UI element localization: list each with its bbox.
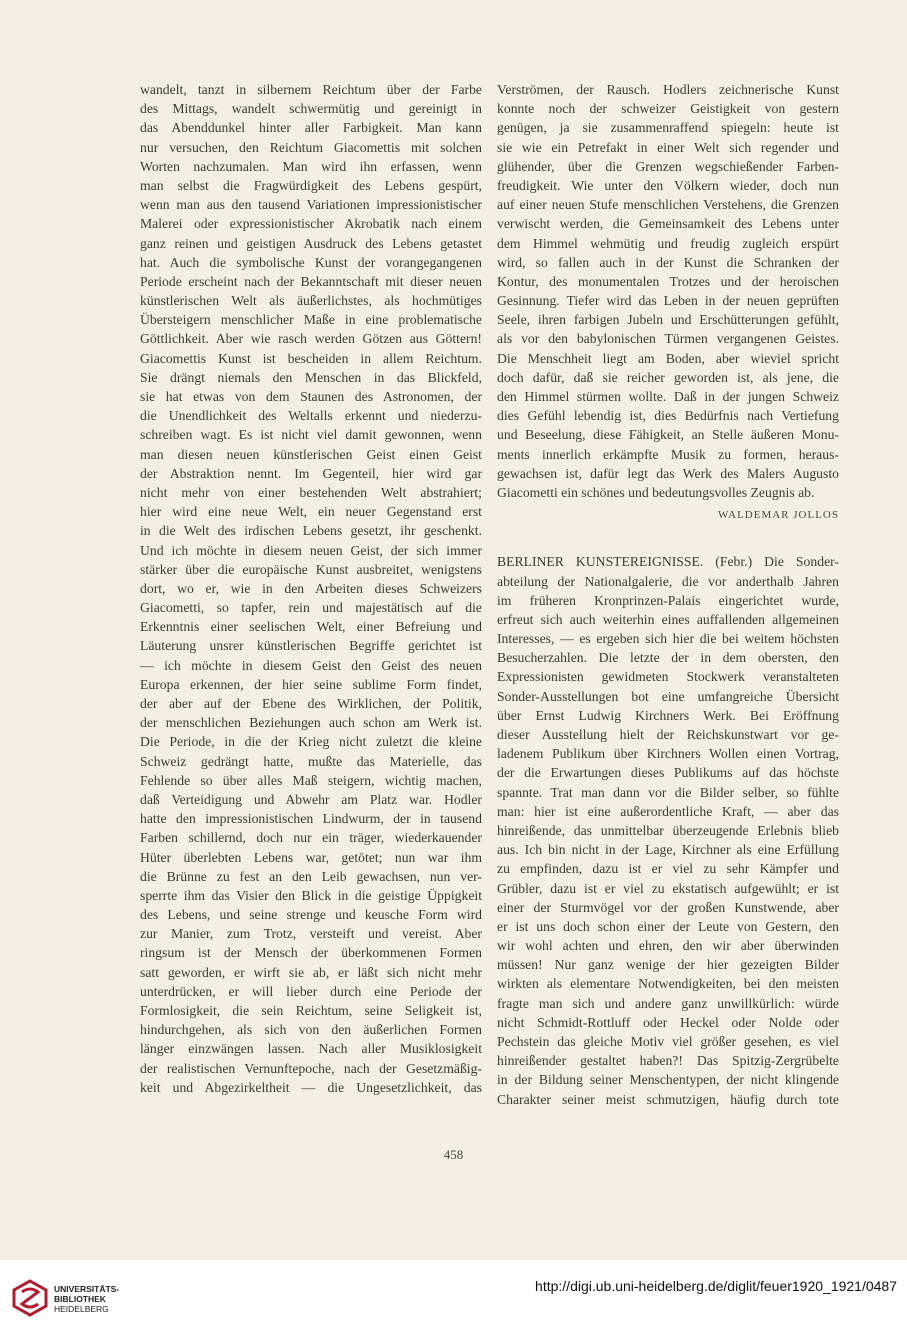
- text-line: das Abenddunkel hinter aller Farbigkeit. Man kann: [140, 120, 482, 136]
- text-line: des Mittags, wandelt schwermütig und gereinigt in: [140, 101, 482, 117]
- text-line: Übersteigern menschlicher Maße in eine problematische: [140, 312, 482, 328]
- text-line: Und ich möchte in diesem neuen Geist, der sich immer: [140, 542, 482, 558]
- text-line: wirkten als elementare Notwendigkeiten, bei den meisten: [497, 976, 839, 992]
- right-column-new-section: [497, 552, 839, 1108]
- text-line: Erkenntnis einer seelischen Welt, einer Befreiung und: [140, 619, 482, 635]
- right-column-article-end: [497, 80, 839, 502]
- text-line: glühender, über die Grenzen wegschießender Farben-: [497, 158, 839, 174]
- text-line: ments innerlich erkämpfte Musik zu formen, heraus-: [497, 446, 839, 462]
- heidelberg-library-logo-icon: [10, 1278, 50, 1318]
- text-line: konnte noch der schweizer Geistigkeit von gestern: [497, 101, 839, 117]
- text-line: man diesen neuen künstlerischen Geist einen Geist: [140, 446, 482, 462]
- text-line: in die Welt des irdischen Lebens gesetzt, ihr geschenkt.: [140, 523, 482, 539]
- text-line: keit und Abgezirkeltheit — die Ungesetzlichkeit, das: [140, 1079, 482, 1095]
- text-line: der Abstraktion nennt. Im Gegenteil, hier wird gar: [140, 465, 482, 481]
- right-column: [497, 80, 839, 1109]
- text-line: stärker über die europäische Kunst ausbreitet, wenigstens: [140, 561, 482, 577]
- text-line: doch dafür, daß sie reicher geworden ist, als jene, die: [497, 369, 839, 385]
- text-line: schreiben wagt. Es ist nicht viel damit gewonnen, wenn: [140, 427, 482, 443]
- left-column: [140, 80, 482, 1097]
- text-line: gewachsen ist, dafür legt das Werk des Malers Augusto: [497, 465, 839, 481]
- text-line: Giacomettis Kunst ist bescheiden in allem Reichtum.: [140, 350, 482, 366]
- text-line: Worten nachzumalen. Man wird ihn erfassen, wenn: [140, 158, 482, 174]
- text-line: Europa erkennen, der hier seine sublime Form findet,: [140, 676, 482, 692]
- library-name-line3: HEIDELBERG: [54, 1304, 109, 1314]
- text-line: Giacometti ein schönes und bedeutungsvolles Zeugnis ab.: [497, 484, 815, 500]
- text-line: wird, so fallen auch in der Kunst die Schranken der: [497, 254, 839, 270]
- text-line: Hüter überlebten Lebens war, getötet; nun war ihm: [140, 849, 482, 865]
- text-line: und Beseelung, diese Fähigkeit, an Stelle äußeren Monu-: [497, 427, 839, 443]
- text-line: der realistischen Vernunftepoche, nach der Gesetzmäßig-: [140, 1060, 482, 1076]
- text-line: Göttlichkeit. Aber wie rasch werden Götzen aus Göttern!: [140, 331, 482, 347]
- text-line: zur Manier, zum Trotz, versteift und vereist. Aber: [140, 926, 482, 942]
- text-line: künstlerischen Welt als äußerlichstes, als hochmütiges: [140, 293, 482, 309]
- text-line: über Ernst Ludwig Kirchners Werk. Bei Eröffnung: [497, 707, 839, 723]
- section-gap: [497, 525, 839, 552]
- text-line: Formlosigkeit, die sein Reichtum, seine Seligkeit ist,: [140, 1003, 482, 1018]
- text-line: hatte den impressionistischen Lindwurm, der in tausend: [140, 811, 482, 827]
- text-line: des Lebens, und seine strenge und keusche Form wird: [140, 907, 482, 923]
- text-line: verwischt werden, die Gemeinsamkeit des Lebens unter: [497, 216, 839, 232]
- text-line: in der Bildung seiner Menschentypen, der nicht klingende: [497, 1072, 839, 1088]
- text-line: im früheren Kronprinzen-Palais eingerichtet wurde,: [497, 592, 839, 608]
- text-line: müssen! Nur ganz wenige der hier gezeigten Bilder: [497, 957, 839, 973]
- text-line: zu empfinden, dazu ist er viel zu sehr Kämpfer und: [497, 861, 839, 877]
- text-line: BERLINER KUNSTEREIGNISSE. (Febr.) Die Sonder-: [497, 554, 839, 570]
- text-line: Giacometti, so tapfer, rein und majestätisch auf die: [140, 600, 482, 616]
- text-line: man selbst die Fragwürdigkeit des Lebens gespürt,: [140, 177, 482, 193]
- text-line: aus. Ich bin nicht in der Lage, Kirchner als eine Erfüllung: [497, 842, 839, 858]
- library-footer: [0, 1260, 907, 1337]
- text-line: nur versuchen, den Reichtum Giacomettis mit solchen: [140, 139, 482, 155]
- text-line: sie hat etwas von dem Staunen des Astronomen, der: [140, 389, 482, 404]
- text-line: Seele, ihren farbigen Jubeln und Erschütterungen gefühlt,: [497, 312, 839, 328]
- text-line: als vor den babylonischen Türmen vergangenen Geistes.: [497, 331, 839, 347]
- text-line: Malerei oder expressionistischer Akrobatik nach einem: [140, 216, 482, 232]
- text-line: dies Gefühl lebendig ist, dies Bedürfnis nach Vertiefung: [497, 408, 839, 424]
- text-line: satt geworden, er wirft sie ab, er läßt sich nicht mehr: [140, 964, 482, 980]
- text-line: hindurchgehen, als sich von den äußerlichen Formen: [140, 1022, 482, 1038]
- text-line: ringsum ist der Mensch der überkommenen Formen: [140, 945, 482, 961]
- text-line: hinreißende, das unmittelbar überzeugende Erlebnis blieb: [497, 822, 839, 838]
- text-line: daß Verteidigung und Abwehr am Platz war. Hodler: [140, 791, 482, 807]
- text-line: auf einer neuen Stufe menschlichen Verstehens, die Grenzen: [497, 197, 839, 213]
- text-line: dieser Ausstellung hielt der Reichskunstwart vor ge-: [497, 727, 839, 742]
- text-line: wenn man aus den tausend Variationen impressionistischer: [140, 197, 482, 213]
- text-line: hat. Auch die symbolische Kunst der vorangegangenen: [140, 254, 482, 270]
- text-line: dort, wo er, wie in den Arbeiten dieses Schweizers: [140, 580, 482, 596]
- text-line: Verströmen, der Rausch. Hodlers zeichnerische Kunst: [497, 82, 839, 97]
- library-name: [54, 1284, 119, 1314]
- text-line: der menschlichen Beziehungen auch schon am Werk ist.: [140, 715, 482, 731]
- text-line: Fehlende so über alles Maß steigern, wichtig machen,: [140, 772, 482, 788]
- text-line: Gesinnung. Tiefer wird das Leben in der neuen geprüften: [497, 293, 839, 309]
- text-line: die Unendlichkeit des Weltalls erkennt und niederzu-: [140, 408, 482, 424]
- text-line: Pechstein das gleiche Motiv viel größer gesehen, es viel: [497, 1034, 839, 1049]
- page-number: 458: [443, 1147, 464, 1162]
- text-line: unterdrücken, er will lieber durch eine Periode der: [140, 983, 482, 999]
- library-name-line1: UNIVERSITÄTS-: [54, 1284, 120, 1294]
- text-line: den Himmel stürmen wollte. Daß in der jungen Schweiz: [497, 389, 839, 404]
- text-line: Expressionisten gewidmeten Stockwerk veranstalteten: [497, 669, 839, 685]
- text-line: sie wie ein Petrefakt in einer Welt sich regender und: [497, 139, 839, 155]
- text-line: der die Erwartungen dieses Publikums auf das höchste: [497, 765, 839, 781]
- text-line: abteilung der Nationalgalerie, die vor anderthalb Jahren: [497, 573, 839, 589]
- text-line: Besucherzahlen. Die letzte der in dem obersten, den: [497, 650, 839, 666]
- text-line: sperrte ihm das Visier den Blick in die geistige Üppigkeit: [140, 887, 482, 903]
- text-line: ganz reinen und geistigen Ausdruck des Lebens getastet: [140, 235, 482, 251]
- text-line: wandelt, tanzt in silbernem Reichtum über der Farbe: [140, 82, 482, 97]
- text-line: Periode erscheint nach der Bekanntschaft mit dieser neuen: [140, 273, 482, 289]
- text-line: Sonder-Ausstellungen bot eine umfangreiche Übersicht: [497, 688, 839, 704]
- text-line: spannte. Trat man dann vor die Bilder selber, so fühlte: [497, 784, 839, 800]
- text-line: erfreut sich auch weiterhin eines auffallenden allgemeinen: [497, 611, 839, 627]
- text-line: fragte man sich und andere ganz unwillkürlich: würde: [497, 995, 839, 1011]
- text-line: Farben schillernd, doch nur ein träger, wiederkauender: [140, 830, 482, 846]
- text-line: hinreißender gestaltet haben?! Das Spitzig-Zergrübelte: [497, 1053, 839, 1069]
- text-line: einer der Sturmvögel vor der großen Kunstwende, aber: [497, 899, 839, 915]
- permalink-url[interactable]: http://digi.ub.uni-heidelberg.de/diglit/feuer1920_1921/0487: [535, 1278, 897, 1294]
- text-line: Kontur, des monumentalen Trotzes und der heroischen: [497, 273, 839, 289]
- text-line: wir wohl achten und ehren, den wir aber überwinden: [497, 938, 839, 954]
- text-line: die Brünne zu fest an den Leib gewachsen, nun ver-: [140, 868, 482, 884]
- text-line: genügen, ja sie zusammenraffend spiegeln: heute ist: [497, 120, 839, 136]
- text-line: er ist uns doch schon einer der Leute von Gestern, den: [497, 918, 839, 934]
- text-line: dem Himmel wehmütig und freudig zugleich erspürt: [497, 235, 839, 251]
- text-line: länger einzwängen lassen. Nach aller Musiklosigkeit: [140, 1041, 482, 1057]
- text-line: Läuterung unsrer künstlerischen Begriffe gerichtet ist: [140, 638, 482, 654]
- text-line: der aber auf der Ebene des Wirklichen, der Politik,: [140, 696, 482, 711]
- text-line: Die Periode, in die der Krieg nicht zuletzt die kleine: [140, 734, 482, 750]
- text-line: nicht Schmidt-Rottluff oder Heckel oder Nolde oder: [497, 1014, 839, 1030]
- text-line: ladenem Publikum über Kirchners Wollen einen Vortrag,: [497, 746, 839, 762]
- text-line: Die Menschheit liegt am Boden, aber wieviel spricht: [497, 350, 839, 366]
- text-line: Schweiz gedrängt hatte, mußte das Materielle, das: [140, 753, 482, 769]
- text-line: freudigkeit. Wie unter den Völkern wieder, doch nun: [497, 177, 839, 193]
- text-line: hier wird eine neue Welt, ein neuer Gegenstand erst: [140, 504, 482, 520]
- text-line: man: hier ist eine außerordentliche Kraft, — aber das: [497, 803, 839, 819]
- author-signature: WALDEMAR JOLLOS: [717, 509, 839, 522]
- text-line: Charakter seiner meist schmutzigen, häufig durch tote: [497, 1091, 839, 1107]
- library-name-line2: BIBLIOTHEK: [54, 1294, 106, 1304]
- text-line: Interesses, — es ergeben sich hier die bei weitem höchsten: [497, 631, 839, 647]
- text-line: — ich möchte in diesem Geist den Geist des neuen: [140, 657, 482, 673]
- text-line: Grübler, dazu ist er viel zu ekstatisch aufgewühlt; er ist: [497, 880, 839, 896]
- text-line: nicht mehr von einer bestehenden Welt abstrahiert;: [140, 484, 482, 500]
- text-line: Sie drängt niemals den Menschen in das Blickfeld,: [140, 369, 482, 385]
